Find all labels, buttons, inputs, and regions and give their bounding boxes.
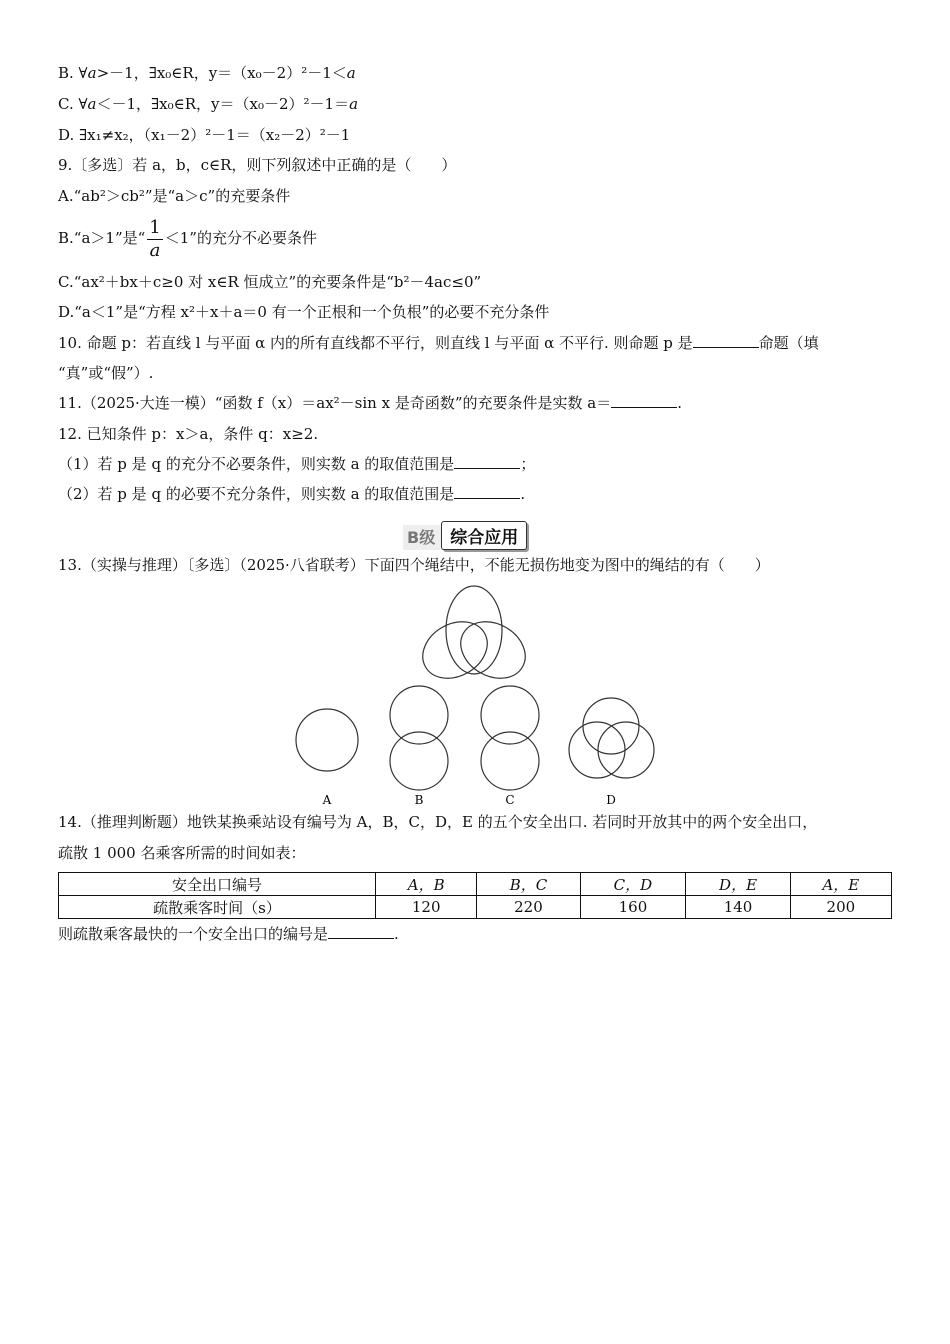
q13-stem: 13.（实操与推理）〔多选〕（2025·八省联考）下面四个绳结中，不能无损伤地变为图中的绳结的有（ ） (58, 556, 770, 574)
knot-a-circle (296, 709, 358, 771)
table-cell: D，E (686, 873, 790, 896)
knot-label-c: C (505, 793, 515, 807)
q9-option-d: D.“a＜1”是“方程 x²＋x＋a＝0 有一个正根和一个负根”的必要不充分条件 (58, 303, 550, 321)
knot-figure (280, 580, 680, 812)
q11: 11.（2025·大连一模）“函数 f（x）＝ax²－sin x 是奇函数”的充要条件是实数 a＝ . (58, 394, 682, 412)
table-cell: 220 (477, 896, 580, 919)
banner-title: 综合应用 (441, 521, 527, 550)
knot-b (390, 686, 448, 790)
answer-blank[interactable] (611, 393, 677, 408)
q12-part2: （2）若 p 是 q 的必要不充分条件，则实数 a 的取值范围是 . (58, 485, 526, 503)
answer-blank[interactable] (328, 924, 394, 939)
q9-option-a: A.“ab²＞cb²”是“a＞c”的充要条件 (58, 187, 291, 205)
q10-line1: 10. 命题 p：若直线 l 与平面 α 内的所有直线都不平行，则直线 l 与平面 α 不平行. 则命题 p 是 命题（填 (58, 334, 819, 352)
q9-option-c: C.“ax²＋bx＋c≥0 对 x∈R 恒成立”的充要条件是“b²－4ac≤0” (58, 273, 482, 291)
answer-blank[interactable] (454, 484, 520, 499)
table-cell: C，D (580, 873, 686, 896)
knot-c (481, 686, 539, 790)
q10-line2: “真”或“假”）. (58, 364, 154, 382)
q8-option-b: B. ∀a>－1，∃x₀∈R，y＝（x₀－2）²－1＜a (58, 64, 356, 82)
table-cell: 140 (686, 896, 790, 919)
table-cell: 200 (790, 896, 891, 919)
knot-label-a: A (322, 793, 332, 807)
q8-option-d: D. ∃x₁≠x₂，（x₁－2）²－1＝（x₂－2）²－1 (58, 126, 351, 144)
knot-d (569, 698, 654, 778)
trefoil-knot (413, 586, 536, 690)
knot-label-d: D (606, 793, 616, 807)
q8-option-c: C. ∀a＜－1，∃x₀∈R，y＝（x₀－2）²－1＝a (58, 95, 359, 113)
q14-line2: 疏散 1 000 名乘客所需的时间如表： (58, 844, 306, 862)
table-row (59, 873, 892, 896)
q14-tail: 则疏散乘客最快的一个安全出口的编号是 . (58, 925, 399, 943)
evacuation-table (58, 872, 892, 919)
table-header-cell: 疏散乘客时间（s） (59, 896, 376, 919)
q12-stem: 12. 已知条件 p：x＞a，条件 q：x≥2. (58, 425, 319, 443)
section-banner (403, 522, 527, 550)
table-cell: A，E (790, 873, 891, 896)
q9-stem: 9.〔多选〕若 a，b，c∈R，则下列叙述中正确的是（ ） (58, 156, 457, 174)
banner-level: B级 (403, 525, 441, 550)
table-cell: B，C (477, 873, 580, 896)
q12-part1: （1）若 p 是 q 的充分不必要条件，则实数 a 的取值范围是 ； (58, 455, 536, 473)
table-cell: A，B (376, 873, 477, 896)
table-cell: 160 (580, 896, 686, 919)
q9-option-b: B.“a＞1”是“ $\frac{1}{a}$ ＜1”的充分不必要条件 (58, 216, 317, 261)
fraction: $\frac{1}{a}$ (149, 216, 161, 261)
knot-label-b: B (414, 793, 424, 807)
answer-blank[interactable] (454, 454, 520, 469)
table-row (59, 896, 892, 919)
answer-blank[interactable] (693, 333, 759, 348)
q14-line1: 14.（推理判断题）地铁某换乘站设有编号为 A，B，C，D，E 的五个安全出口. 若同时开放其中的两个安全出口， (58, 813, 818, 831)
table-header-cell: 安全出口编号 (59, 873, 376, 896)
table-cell: 120 (376, 896, 477, 919)
